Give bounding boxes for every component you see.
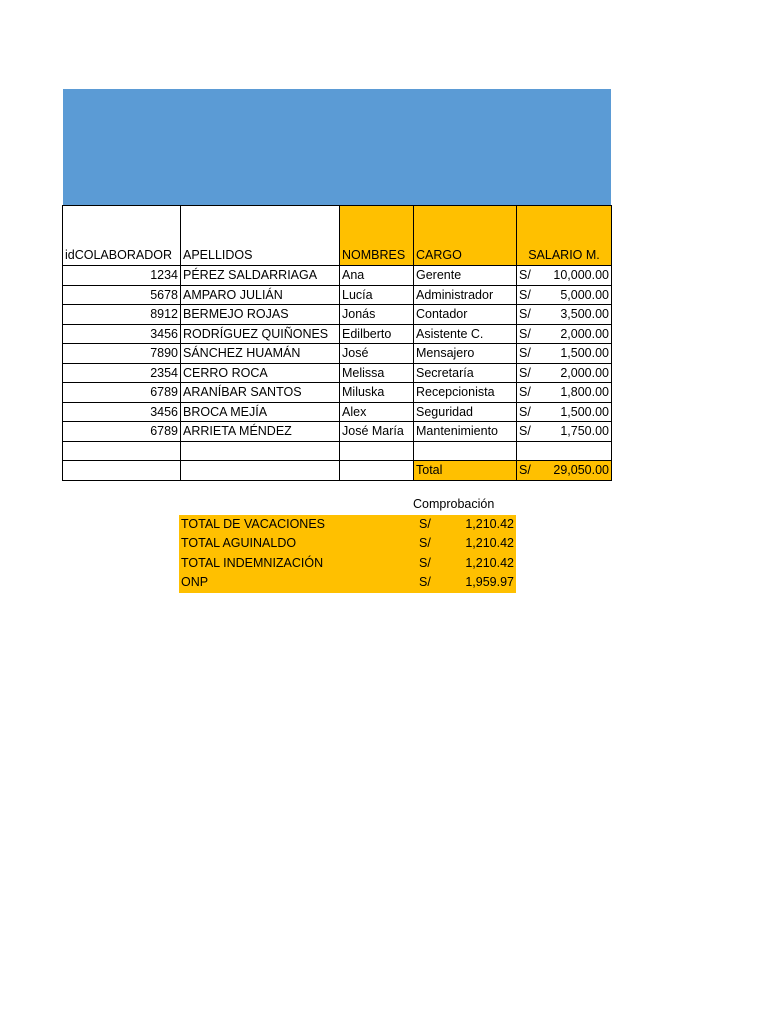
summary-value: 1,210.42 (465, 536, 514, 550)
cell-id[interactable]: 7890 (63, 344, 181, 364)
cell-nombres[interactable]: Ana (340, 266, 414, 286)
cell-nombres[interactable]: Edilberto (340, 324, 414, 344)
cell-id[interactable]: 3456 (63, 402, 181, 422)
salary-value: 1,500.00 (560, 404, 609, 419)
salary-value: 10,000.00 (553, 268, 609, 283)
table-row (63, 266, 612, 286)
summary-value: 1,210.42 (465, 555, 514, 570)
cell-id[interactable]: 2354 (63, 363, 181, 383)
table-row (63, 305, 612, 325)
total-salario[interactable] (517, 461, 612, 481)
salary-value: 3,500.00 (560, 307, 609, 322)
table-row (63, 383, 612, 403)
cell-salario[interactable] (517, 402, 612, 422)
cell-cargo[interactable]: Gerente (414, 266, 517, 286)
header-cargo[interactable]: CARGO (414, 206, 517, 266)
summary-label: TOTAL DE VACACIONES (181, 516, 326, 531)
empty-cell[interactable] (340, 441, 414, 461)
currency-label: S/ (519, 287, 531, 302)
cell-nombres[interactable]: Jonás (340, 305, 414, 325)
table-row (63, 324, 612, 344)
table-row (63, 363, 612, 383)
cell-nombres[interactable]: Melissa (340, 363, 414, 383)
total-value: 29,050.00 (553, 463, 609, 478)
cell-apellidos[interactable]: BROCA MEJÍA (181, 402, 340, 422)
summary-value: 1,959.97 (465, 575, 514, 589)
salary-value: 2,000.00 (560, 365, 609, 380)
currency-label: S/ (519, 463, 531, 478)
cell-id[interactable]: 3456 (63, 324, 181, 344)
currency-label: S/ (419, 555, 431, 570)
currency-label: S/ (519, 307, 531, 322)
cell-salario[interactable] (517, 363, 612, 383)
summary-block (179, 495, 516, 593)
table-row (63, 422, 612, 442)
cell-cargo[interactable]: Seguridad (414, 402, 517, 422)
salary-table (62, 205, 612, 481)
header-apellidos[interactable]: APELLIDOS (181, 206, 340, 266)
cell-salario[interactable] (517, 305, 612, 325)
cell-cargo[interactable]: Mensajero (414, 344, 517, 364)
currency-label: S/ (519, 424, 531, 439)
empty-cell[interactable] (340, 461, 414, 481)
cell-id[interactable]: 5678 (63, 285, 181, 305)
empty-cell[interactable] (517, 441, 612, 461)
cell-salario[interactable] (517, 324, 612, 344)
cell-id[interactable]: 1234 (63, 266, 181, 286)
summary-label: ONP (181, 575, 209, 589)
currency-label: S/ (419, 536, 431, 550)
cell-id[interactable]: 6789 (63, 422, 181, 442)
cell-salario[interactable] (517, 422, 612, 442)
salary-value: 1,750.00 (560, 424, 609, 439)
table-row (63, 344, 612, 364)
cell-nombres[interactable]: Alex (340, 402, 414, 422)
cell-nombres[interactable]: José (340, 344, 414, 364)
cell-apellidos[interactable]: AMPARO JULIÁN (181, 285, 340, 305)
total-row (63, 461, 612, 481)
cell-apellidos[interactable]: RODRÍGUEZ QUIÑONES (181, 324, 340, 344)
cell-nombres[interactable]: Miluska (340, 383, 414, 403)
total-label[interactable]: Total (414, 461, 517, 481)
summary-row-vacaciones[interactable] (179, 515, 516, 535)
currency-label: S/ (519, 404, 531, 419)
cell-nombres[interactable]: Lucía (340, 285, 414, 305)
cell-cargo[interactable]: Mantenimiento (414, 422, 517, 442)
summary-row-indemnizacion[interactable] (179, 554, 516, 574)
cell-salario[interactable] (517, 285, 612, 305)
empty-cell[interactable] (63, 441, 181, 461)
table-row (63, 285, 612, 305)
summary-value: 1,210.42 (465, 516, 514, 531)
summary-label: TOTAL INDEMNIZACIÓN (181, 555, 324, 570)
currency-label: S/ (519, 268, 531, 283)
cell-apellidos[interactable]: ARRIETA MÉNDEZ (181, 422, 340, 442)
empty-cell[interactable] (63, 461, 181, 481)
currency-label: S/ (419, 575, 431, 589)
cell-salario[interactable] (517, 383, 612, 403)
currency-label: S/ (519, 385, 531, 400)
cell-apellidos[interactable]: CERRO ROCA (181, 363, 340, 383)
cell-id[interactable]: 6789 (63, 383, 181, 403)
cell-cargo[interactable]: Administrador (414, 285, 517, 305)
header-banner (63, 89, 611, 205)
salary-value: 1,800.00 (560, 385, 609, 400)
header-row (63, 206, 612, 266)
cell-salario[interactable] (517, 266, 612, 286)
currency-label: S/ (419, 516, 431, 531)
cell-cargo[interactable]: Secretaría (414, 363, 517, 383)
cell-apellidos[interactable]: PÉREZ SALDARRIAGA (181, 266, 340, 286)
cell-salario[interactable] (517, 344, 612, 364)
empty-cell[interactable] (181, 461, 340, 481)
summary-label: TOTAL AGUINALDO (181, 536, 297, 550)
summary-row-onp[interactable] (179, 573, 516, 593)
cell-cargo[interactable]: Recepcionista (414, 383, 517, 403)
header-salario[interactable]: SALARIO M. (517, 206, 612, 266)
summary-row-aguinaldo[interactable] (179, 534, 516, 554)
salary-value: 2,000.00 (560, 326, 609, 341)
cell-apellidos[interactable]: SÁNCHEZ HUAMÁN (181, 344, 340, 364)
currency-label: S/ (519, 365, 531, 380)
cell-cargo[interactable]: Contador (414, 305, 517, 325)
table-row (63, 402, 612, 422)
cell-apellidos[interactable]: BERMEJO ROJAS (181, 305, 340, 325)
cell-nombres[interactable]: José María (340, 422, 414, 442)
empty-cell[interactable] (181, 441, 340, 461)
cell-apellidos[interactable]: ARANÍBAR SANTOS (181, 383, 340, 403)
empty-row (63, 441, 612, 461)
header-nombres[interactable]: NOMBRES (340, 206, 414, 266)
header-id[interactable]: idCOLABORADOR (63, 206, 181, 266)
salary-value: 5,000.00 (560, 287, 609, 302)
cell-id[interactable]: 8912 (63, 305, 181, 325)
summary-caption[interactable]: Comprobación (413, 497, 495, 511)
currency-label: S/ (519, 346, 531, 361)
cell-cargo[interactable]: Asistente C. (414, 324, 517, 344)
empty-cell[interactable] (414, 441, 517, 461)
currency-label: S/ (519, 326, 531, 341)
salary-value: 1,500.00 (560, 346, 609, 361)
